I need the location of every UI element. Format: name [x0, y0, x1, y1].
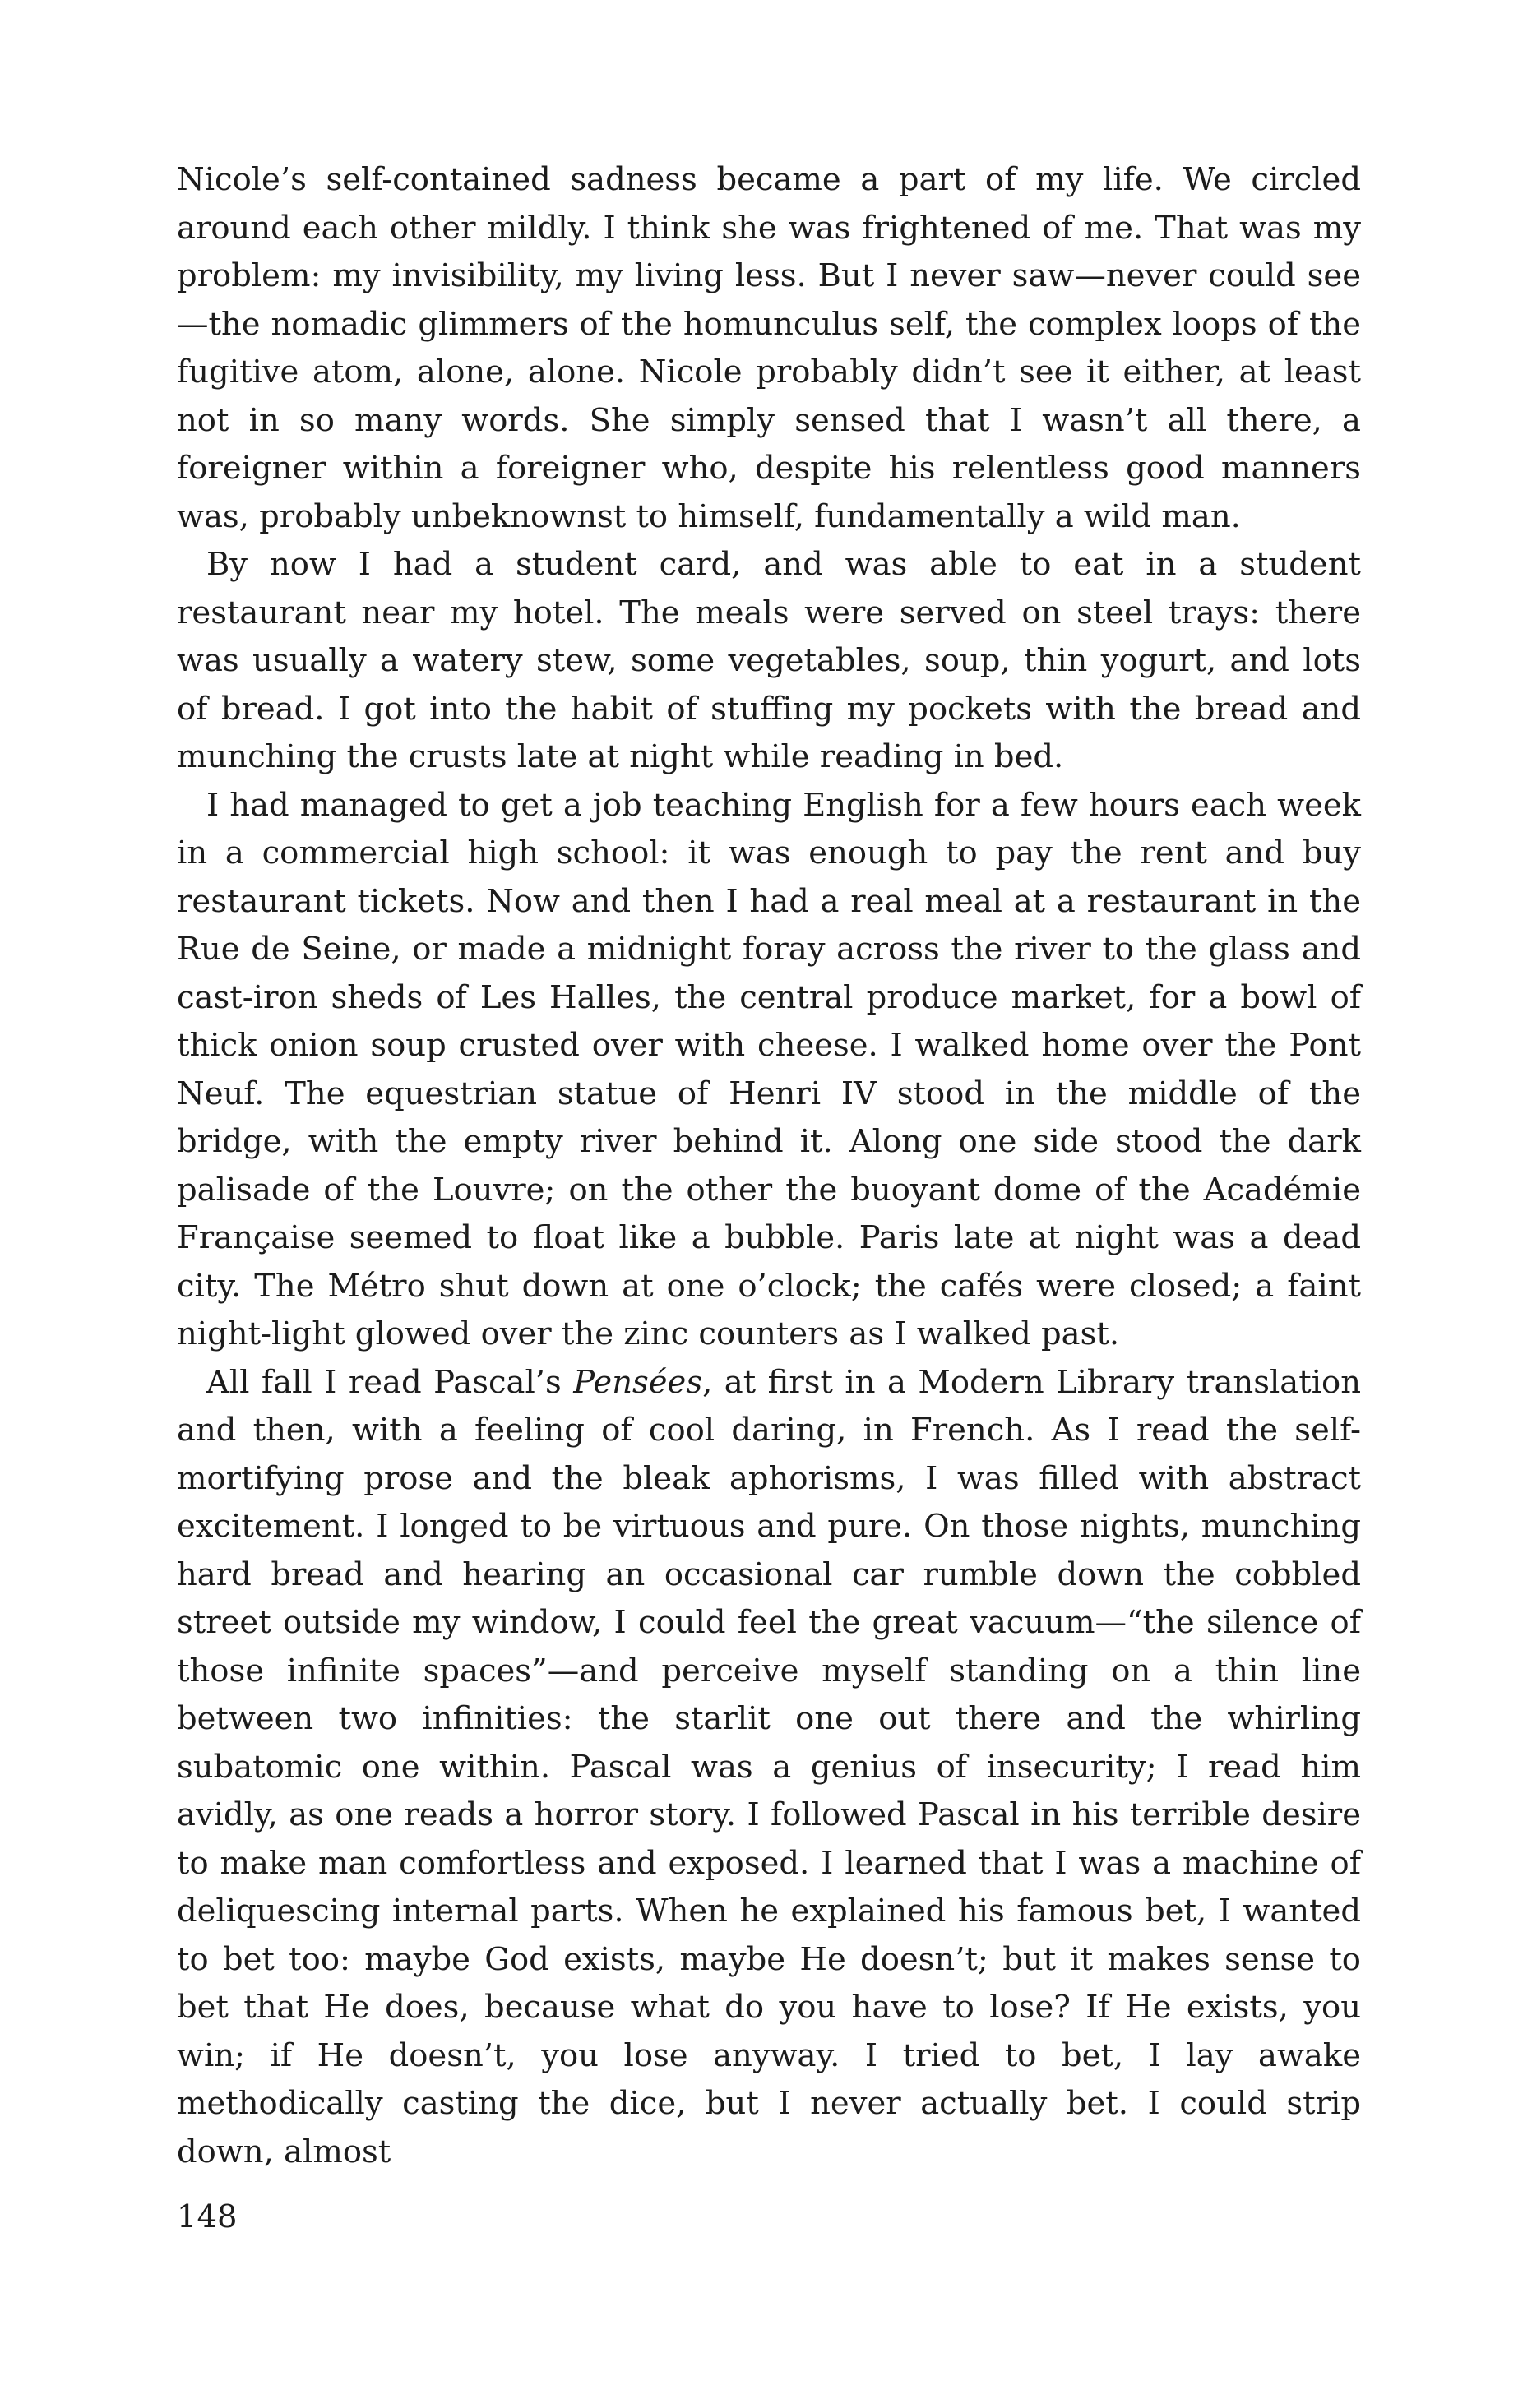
body-text [177, 156, 1361, 2176]
page-number: 148 [177, 2198, 238, 2235]
paragraph-nicole: Nicole’s self-contained sadness became a part of my life. We circled around each other mildly. I think she was frightened of me. That was my problem: my invisibility, my living less. But I never saw—never could see—the nomadic glimmers of the homunculus self, the complex loops of the fugitive atom, alone, alone. Nicole probably didn’t see it either, at least not in so many words. She simply sensed that I wasn’t all there, a foreigner within a foreigner who, despite his relentless good manners was, probably unbeknownst to himself, fundamentally a wild man. [177, 161, 1361, 535]
pascal-text-rest: , at first in a Modern Library translation and then, with a feeling of cool daring, in French. As I read the self-mortifying prose and the bleak aphorisms, I was filled with abstract excitement. I longed to be virtuous and pure. On those nights, munching hard bread and hearing an occasional car rumble down the cobbled street outside my window, I could feel the great vacuum—“the silence of those infinite spaces”—and perceive myself standing on a thin line between two infinities: the starlit one out there and the whirling subatomic one within. Pascal was a genius of insecurity; I read him avidly, as one reads a horror story. I followed Pascal in his terrible desire to make man comfortless and exposed. I learned that I was a machine of deliquescing internal parts. When he explained his famous bet, I wanted to bet too: maybe God exists, maybe He doesn’t; but it makes sense to bet that He does, because what do you have to lose? If He exists, you win; if He doesn’t, you lose anyway. I tried to bet, I lay awake methodically casting the dice, but I never actually bet. I could strip down, almost [177, 1363, 1361, 2170]
book-title-pensees: Pensées [573, 1363, 703, 1401]
paragraph-student-card: By now I had a student card, and was able to eat in a student restaurant near my hotel. The meals were served on steel trays: there was usually a watery stew, some vegetables, soup, thin yogurt, and lots of bread. I got into the habit of stuffing my pockets with the bread and munching the crusts late at night while reading in bed. [177, 546, 1361, 775]
paragraph-pascal [177, 1359, 1361, 2177]
pascal-text-start: All fall I read Pascal’s [206, 1363, 574, 1401]
paragraph-teaching-job: I had managed to get a job teaching English for a few hours each week in a commercial high school: it was enough to pay the rent and buy restaurant tickets. Now and then I had a real meal at a restaurant in the Rue de Seine, or made a midnight foray across the river to the glass and cast-iron sheds of Les Halles, the central produce market, for a bowl of thick onion soup crusted over with cheese. I walked home over the Pont Neuf. The equestrian statue of Henri IV stood in the middle of the bridge, with the empty river behind it. Along one side stood the dark palisade of the Louvre; on the other the buoyant dome of the Académie Française seemed to float like a bubble. Paris late at night was a dead city. The Métro shut down at one o’clock; the cafés were closed; a faint night-light glowed over the zinc counters as I walked past. [177, 786, 1361, 1352]
